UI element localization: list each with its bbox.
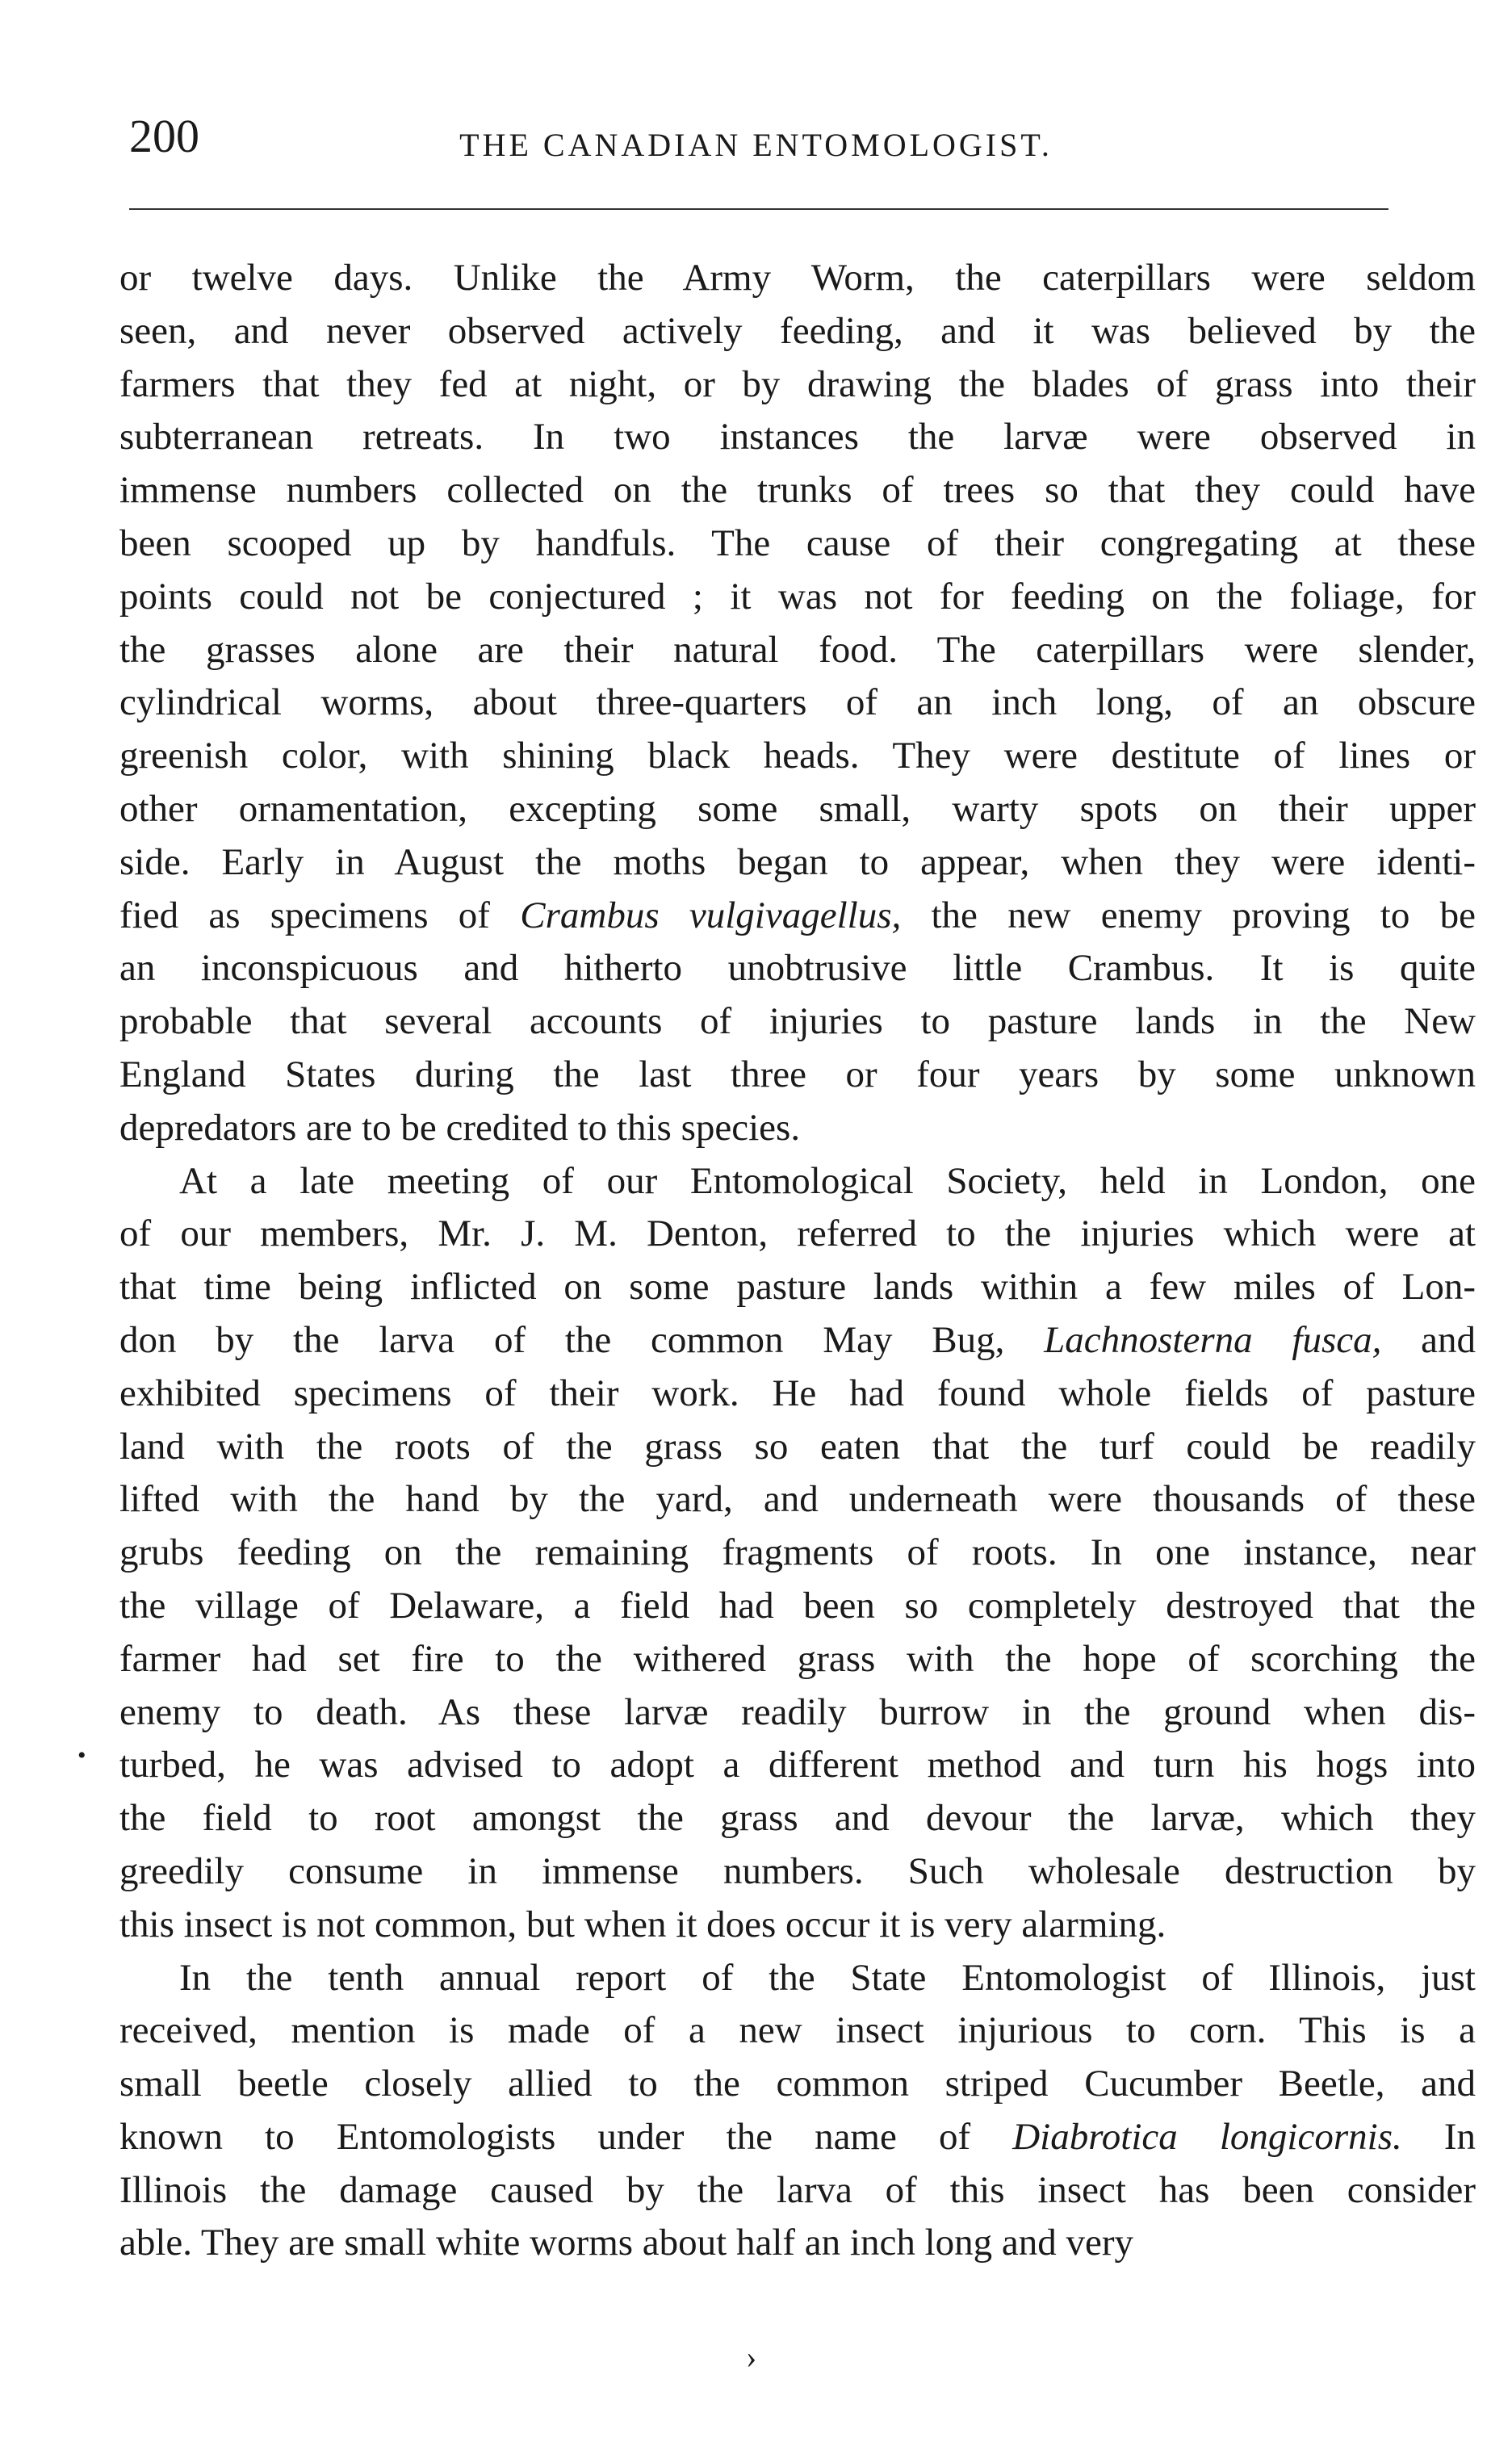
paragraph <box>119 1952 1476 2271</box>
species-name: Lachnosterna fusca, <box>1044 1318 1382 1361</box>
text-line: At a late meeting of our Entomological Society, held in London, one <box>179 1159 1476 1202</box>
text-line: turbed, he was advised to adopt a different method and turn his hogs into <box>119 1744 1476 1786</box>
text-line: other ornamentation, excepting some small, warty spots on their upper <box>119 787 1476 830</box>
text-line: greenish color, with shining black heads. They were destitute of lines or <box>119 735 1476 777</box>
text-line: Illinois the damage caused by the larva of this insect has been consider <box>119 2168 1476 2211</box>
margin-mark: • <box>77 1742 86 1769</box>
text-line: of our members, Mr. J. M. Denton, referred to the injuries which were at <box>119 1213 1476 1255</box>
text-line: points could not be conjectured ; it was not for feeding on the foliage, for <box>119 575 1476 618</box>
text-line: fied as specimens of Crambus vulgivagellus, the new enemy proving to be <box>119 894 1476 936</box>
text-line: land with the roots of the grass so eaten that the turf could be readily <box>119 1425 1476 1468</box>
text-line: enemy to death. As these larvæ readily burrow in the ground when dis- <box>119 1690 1476 1733</box>
text-line: seen, and never observed actively feeding, and it was believed by the <box>119 309 1476 352</box>
text-line: don by the larva of the common May Bug, Lachnosterna fusca, and <box>119 1318 1476 1361</box>
text-line: this insect is not common, but when it does occur it is very alarming. <box>119 1903 1166 1945</box>
header-rule <box>129 208 1388 210</box>
bottom-mark: › <box>746 2339 757 2375</box>
text-line: received, mention is made of a new insect injurious to corn. This is a <box>119 2009 1476 2052</box>
text-line: grubs feeding on the remaining fragments of roots. In one instance, near <box>119 1531 1476 1574</box>
text-line: subterranean retreats. In two instances the larvæ were observed in <box>119 416 1476 459</box>
text-line: the village of Delaware, a field had been so completely destroyed that the <box>119 1584 1476 1627</box>
page-number: 200 <box>129 110 199 162</box>
text-line: cylindrical worms, about three-quarters of an inch long, of an obscure <box>119 681 1476 724</box>
text-line: that time being inflicted on some pasture lands within a few miles of Lon- <box>119 1266 1476 1309</box>
text-line: farmers that they fed at night, or by drawing the blades of grass into their <box>119 362 1476 405</box>
text-line: known to Entomologists under the name of Diabrotica longicornis. In <box>119 2115 1476 2158</box>
text-line: small beetle closely allied to the common striped Cucumber Beetle, and <box>119 2063 1476 2105</box>
text-line: England States during the last three or four years by some unknown <box>119 1053 1476 1095</box>
species-name: Crambus vulgivagellus, <box>520 894 902 936</box>
text-line: the grasses alone are their natural food. The caterpillars were slender, <box>119 628 1476 671</box>
article-body <box>119 252 1476 2270</box>
text-line: greedily consume in immense numbers. Such wholesale destruction by <box>119 1849 1476 1892</box>
text-line: probable that several accounts of injuries to pasture lands in the New <box>119 1000 1476 1043</box>
paragraph <box>119 1155 1476 1952</box>
text-line: the field to root amongst the grass and devour the larvæ, which they <box>119 1797 1476 1840</box>
species-name: Diabrotica longicornis. <box>1012 2115 1402 2158</box>
text-line: side. Early in August the moths began to appear, when they were identi- <box>119 840 1476 883</box>
text-line: immense numbers collected on the trunks of trees so that they could have <box>119 469 1476 512</box>
text-line: depredators are to be credited to this species. <box>119 1106 801 1149</box>
text-line: exhibited specimens of their work. He had found whole fields of pasture <box>119 1372 1476 1414</box>
running-title: THE CANADIAN ENTOMOLOGIST. <box>459 127 1053 163</box>
text-line: been scooped up by handfuls. The cause of their congregating at these <box>119 521 1476 564</box>
text-line: an inconspicuous and hitherto unobtrusive little Crambus. It is quite <box>119 947 1476 990</box>
paragraph <box>119 252 1476 1155</box>
text-line: farmer had set fire to the withered grass with the hope of scorching the <box>119 1637 1476 1680</box>
text-line: or twelve days. Unlike the Army Worm, the caterpillars were seldom <box>119 257 1476 299</box>
text-line: lifted with the hand by the yard, and underneath were thousands of these <box>119 1478 1476 1521</box>
text-line: In the tenth annual report of the State Entomologist of Illinois, just <box>179 1956 1476 1999</box>
text-line: able. They are small white worms about half an inch long and very <box>119 2222 1134 2264</box>
